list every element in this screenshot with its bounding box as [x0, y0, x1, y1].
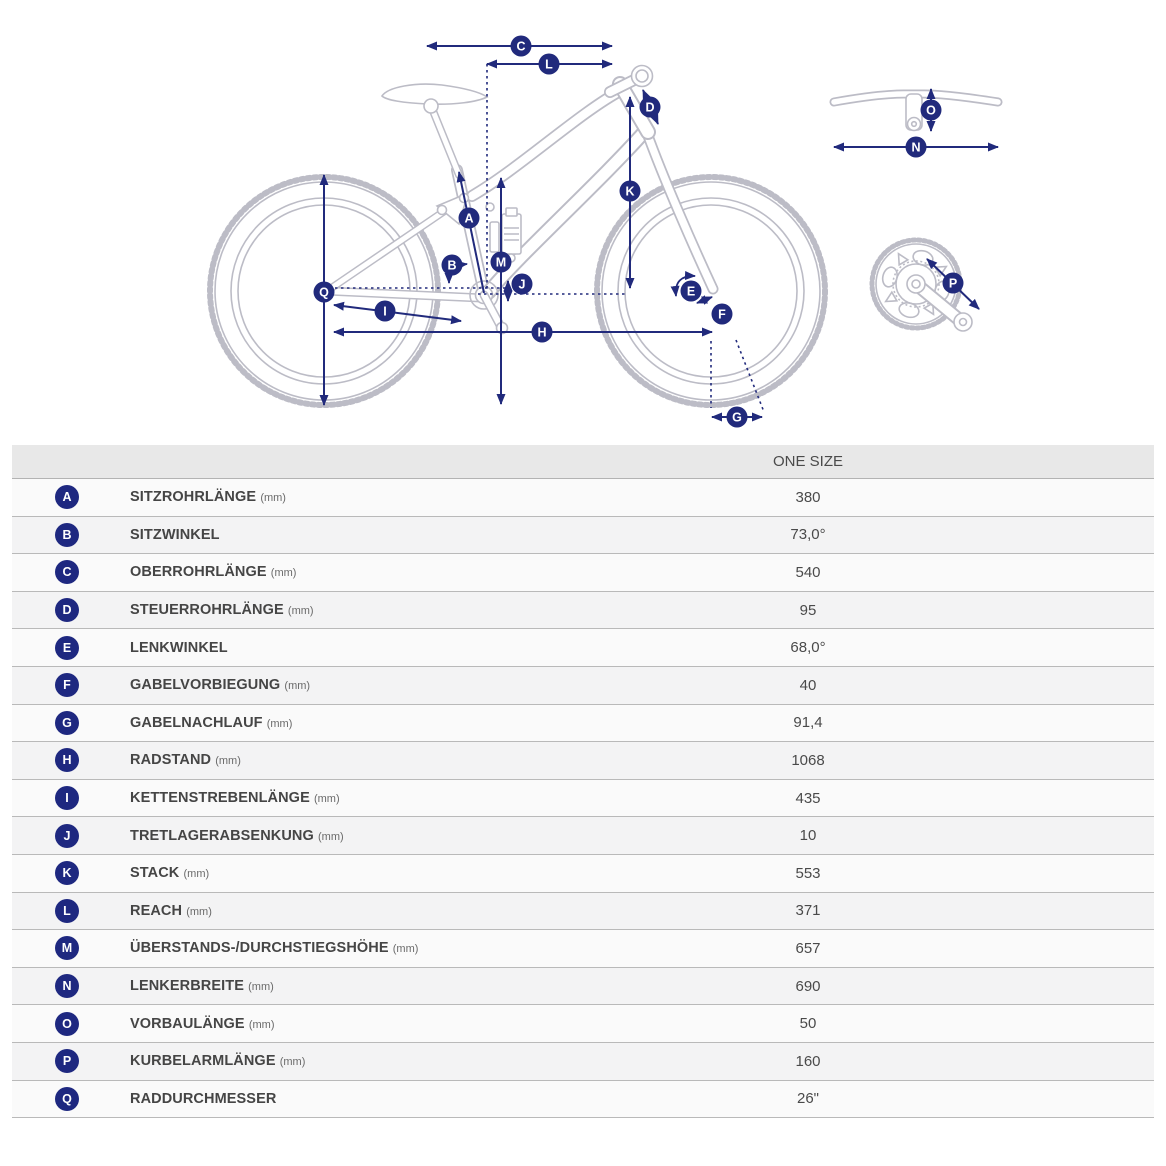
table-row	[12, 817, 1154, 855]
dim-marker-i	[375, 301, 396, 322]
table-row	[12, 1081, 1154, 1119]
svg-text:Q: Q	[319, 285, 329, 300]
row-unit: (mm)	[186, 905, 212, 918]
dim-marker-k	[620, 181, 641, 202]
row-value: 26"	[796, 1090, 819, 1108]
table-row	[12, 667, 1154, 705]
svg-text:K: K	[625, 184, 635, 199]
svg-text:B: B	[447, 258, 457, 273]
dim-marker-c	[511, 36, 532, 57]
row-unit: (mm)	[270, 567, 297, 580]
dim-marker-m	[491, 252, 512, 273]
table-row	[12, 629, 1154, 667]
row-value: 435	[795, 789, 821, 807]
dim-marker-o	[921, 100, 942, 121]
row-value: 1068	[791, 751, 825, 769]
row-label: TRETLAGERABSENKUNG	[130, 827, 314, 844]
row-unit: (mm)	[392, 943, 419, 956]
row-letter-badge: O	[55, 1012, 79, 1036]
dim-marker-f	[712, 304, 733, 325]
row-label: STEUERROHRLÄNGE	[130, 602, 284, 619]
row-letter-badge: F	[55, 673, 79, 697]
row-value: 380	[795, 488, 821, 506]
dim-marker-a	[459, 208, 480, 229]
row-letter-badge: E	[55, 636, 79, 660]
row-value: 657	[795, 939, 821, 957]
row-letter-badge: B	[55, 523, 79, 547]
dim-marker-e	[681, 281, 702, 302]
svg-text:G: G	[732, 410, 742, 425]
table-row	[12, 517, 1154, 555]
svg-text:P: P	[948, 276, 958, 291]
row-label: KURBELARMLÄNGE	[130, 1053, 276, 1070]
table-row	[12, 855, 1154, 893]
svg-text:E: E	[686, 284, 696, 299]
row-unit: (mm)	[318, 830, 344, 843]
row-value: 91,4	[793, 714, 823, 732]
row-label: REACH	[130, 902, 183, 919]
row-label: LENKWINKEL	[130, 639, 228, 656]
row-unit: (mm)	[279, 1056, 306, 1069]
dim-marker-n	[906, 137, 927, 158]
row-value: 10	[799, 827, 817, 845]
row-label: SITZWINKEL	[130, 526, 220, 543]
row-letter-badge: M	[55, 936, 79, 960]
row-letter-badge: I	[55, 786, 79, 810]
row-value: 68,0°	[790, 639, 826, 657]
table-row	[12, 968, 1154, 1006]
row-unit: (mm)	[260, 492, 286, 505]
dim-line-f	[697, 297, 712, 303]
row-unit: (mm)	[287, 605, 314, 618]
table-row	[12, 554, 1154, 592]
geometry-table	[12, 445, 1154, 1118]
row-unit: (mm)	[248, 981, 274, 994]
row-letter-badge: C	[55, 560, 79, 584]
row-unit: (mm)	[313, 793, 340, 806]
table-header-row	[12, 445, 1154, 479]
row-label: VORBAULÄNGE	[130, 1015, 245, 1032]
svg-text:D: D	[645, 100, 655, 115]
dim-line-i	[334, 305, 461, 321]
row-letter-badge: P	[55, 1049, 79, 1073]
row-unit: (mm)	[215, 755, 241, 768]
table-row	[12, 705, 1154, 743]
row-letter-badge: A	[55, 485, 79, 509]
row-value: 371	[795, 902, 821, 920]
row-unit: (mm)	[266, 717, 293, 730]
row-label: KETTENSTREBENLÄNGE	[130, 790, 310, 807]
row-unit: (mm)	[183, 868, 210, 881]
row-value: 40	[799, 676, 817, 694]
svg-text:A: A	[464, 211, 474, 226]
row-value: 73,0°	[790, 526, 826, 544]
handlebar-drawing	[834, 94, 998, 131]
table-row	[12, 479, 1154, 517]
table-row	[12, 592, 1154, 630]
svg-text:M: M	[495, 255, 507, 270]
svg-text:F: F	[718, 307, 726, 322]
dim-marker-j	[512, 274, 533, 295]
row-letter-badge: L	[55, 899, 79, 923]
dim-marker-b	[442, 255, 463, 276]
svg-text:J: J	[518, 277, 526, 292]
dim-marker-g	[727, 407, 748, 428]
dim-marker-d	[640, 97, 661, 118]
row-letter-badge: H	[55, 748, 79, 772]
dim-marker-q	[314, 282, 335, 303]
dim-marker-l	[539, 54, 560, 75]
table-row	[12, 930, 1154, 968]
row-letter-badge: Q	[55, 1087, 79, 1111]
dim-marker-p	[943, 273, 964, 294]
table-row	[12, 780, 1154, 818]
row-value: 160	[795, 1052, 821, 1070]
row-letter-badge: K	[55, 861, 79, 885]
row-letter-badge: G	[55, 711, 79, 735]
row-value: 553	[795, 864, 821, 882]
row-label: LENKERBREITE	[130, 978, 244, 995]
row-label: GABELNACHLAUF	[130, 714, 263, 731]
svg-text:O: O	[926, 103, 936, 118]
row-letter-badge: N	[55, 974, 79, 998]
row-letter-badge: J	[55, 824, 79, 848]
row-label: GABELVORBIEGUNG	[130, 677, 281, 694]
svg-text:H: H	[537, 325, 547, 340]
row-label: ÜBERSTANDS-/DURCHSTIEGSHÖHE	[130, 940, 389, 957]
row-label: STACK	[130, 865, 180, 882]
handlebar-clamp	[632, 66, 653, 87]
row-value: 690	[795, 977, 821, 995]
svg-text:C: C	[516, 39, 526, 54]
table-row	[12, 1043, 1154, 1081]
svg-text:I: I	[383, 304, 387, 319]
table-row	[12, 742, 1154, 780]
dim-marker-h	[532, 322, 553, 343]
row-label: OBERROHRLÄNGE	[130, 564, 267, 581]
size-column-header: ONE SIZE	[772, 453, 843, 470]
row-value: 50	[799, 1015, 817, 1033]
bike-geometry-diagram	[0, 0, 1166, 445]
row-unit: (mm)	[284, 680, 311, 693]
row-letter-badge: D	[55, 598, 79, 622]
row-label: RADDURCHMESSER	[130, 1090, 277, 1107]
row-label: SITZROHRLÄNGE	[130, 489, 257, 506]
svg-text:N: N	[911, 140, 921, 155]
table-row	[12, 893, 1154, 931]
row-unit: (mm)	[248, 1018, 275, 1031]
row-label: RADSTAND	[130, 752, 212, 769]
row-value: 95	[799, 601, 817, 619]
row-value: 540	[795, 563, 821, 581]
table-row	[12, 1005, 1154, 1043]
svg-text:L: L	[545, 57, 553, 72]
